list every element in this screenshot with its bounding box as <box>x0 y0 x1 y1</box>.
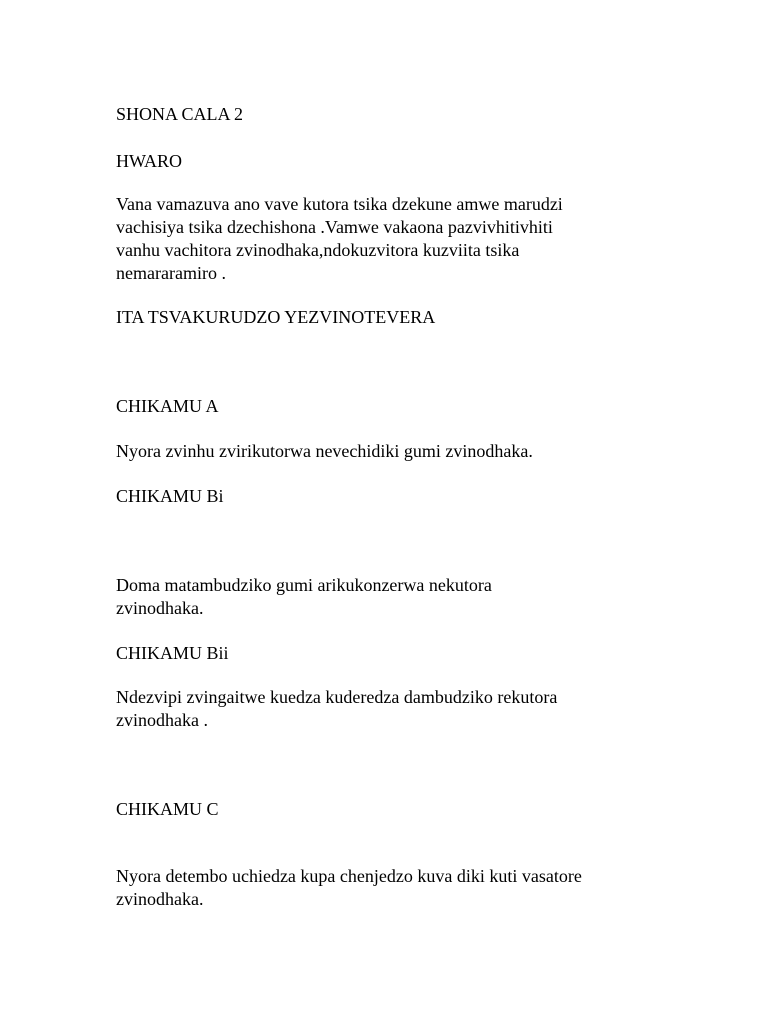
section-c-heading: CHIKAMU C <box>116 799 219 819</box>
intro-line: vanhu vachitora zvinodhaka,ndokuzvitora kuzviita tsika <box>116 240 520 260</box>
section-bi-text: Doma matambudziko gumi arikukonzerwa nekutora <box>116 575 492 595</box>
intro-line: Vana vamazuva ano vave kutora tsika dzekune amwe marudzi <box>116 194 563 214</box>
section-bi-text: zvinodhaka. <box>116 598 204 618</box>
heading-hwaro: HWARO <box>116 151 182 171</box>
intro-line: nemararamiro . <box>116 263 226 283</box>
document-title: SHONA CALA 2 <box>116 104 244 124</box>
section-bii-heading: CHIKAMU Bii <box>116 643 229 663</box>
research-instruction: ITA TSVAKURUDZO YEZVINOTEVERA <box>116 307 436 327</box>
section-c-text: zvinodhaka. <box>116 889 204 909</box>
section-a-heading: CHIKAMU A <box>116 396 219 416</box>
section-bi-heading: CHIKAMU Bi <box>116 486 224 506</box>
section-a-text: Nyora zvinhu zvirikutorwa nevechidiki gumi zvinodhaka. <box>116 441 533 461</box>
section-bii-text: zvinodhaka . <box>116 710 208 730</box>
section-bii-text: Ndezvipi zvingaitwe kuedza kuderedza dambudziko rekutora <box>116 687 558 707</box>
intro-line: vachisiya tsika dzechishona .Vamwe vakaona pazvivhitivhiti <box>116 217 553 237</box>
section-c-text: Nyora detembo uchiedza kupa chenjedzo kuva diki kuti vasatore <box>116 866 582 886</box>
